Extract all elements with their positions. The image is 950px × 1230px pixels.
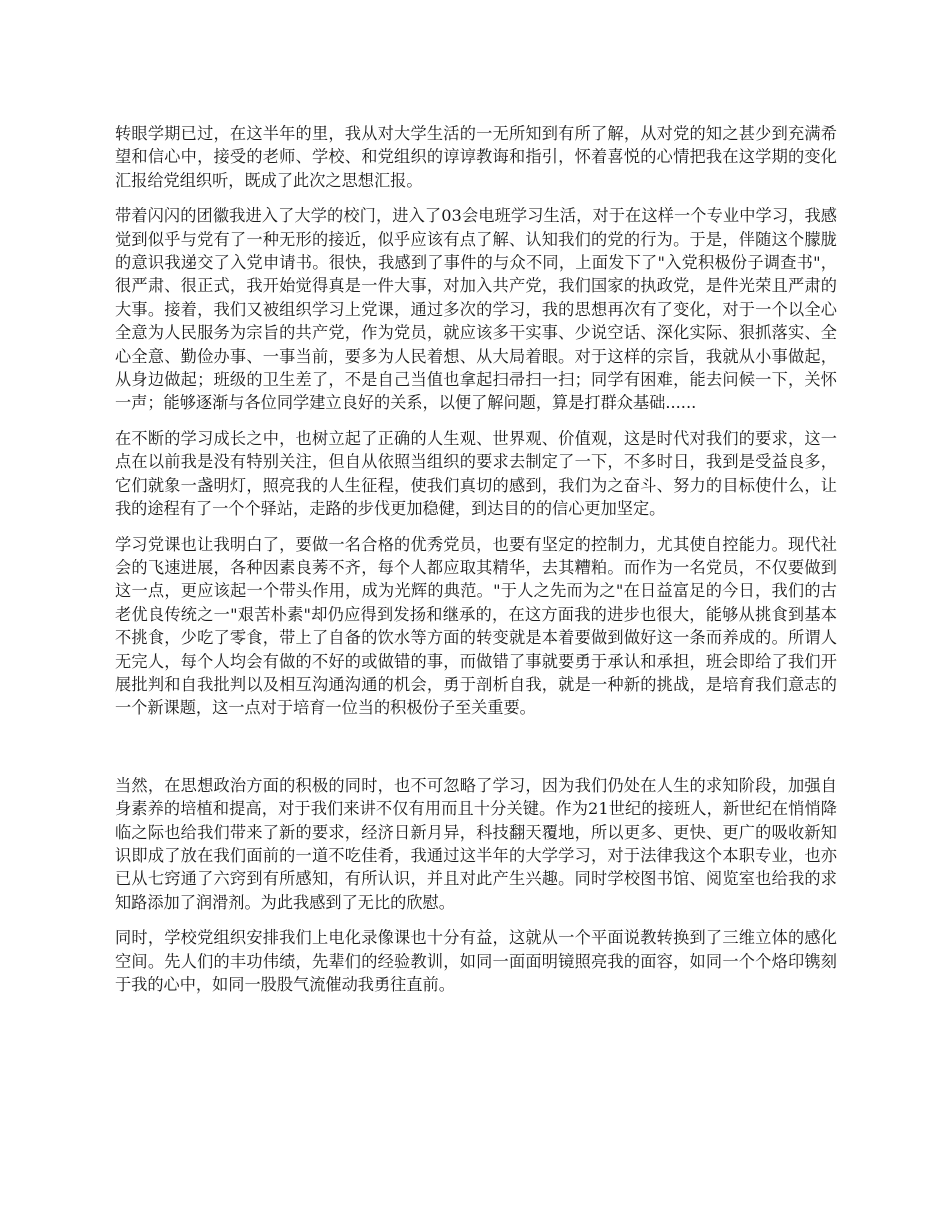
document-body [115,122,837,1008]
paragraph-intro: 转眼学期已过，在这半年的里，我从对大学生活的一无所知到有所了解，从对党的知之甚少到充满希望和信心中，接受的老师、学校、和党组织的谆谆教诲和指引，怀着喜悦的心情把我在这学期的变化汇报给党组织听，既成了此次之思想汇报。 [115,124,837,190]
paragraph-joining-party: 带着闪闪的团徽我进入了大学的校门，进入了03会电班学习生活，对于在这样一个专业中学习，我感觉到似乎与党有了一种无形的接近，似乎应该有点了解、认知我们的党的行为。于是，伴随这个朦胧的意识我递交了入党申请书。很快，我感到了事件的与众不同，上面发下了"入党积极份子调查书"，很严肃、很正式，我开始觉得真是一件大事，对加入共产党，我们国家的执政党，是件光荣且严肃的大事。接着，我们又被组织学习上党课，通过多次的学习，我的思想再次有了变化，对于一个以全心全意为人民服务为宗旨的共产党，作为党员，就应该多干实事、少说空话、深化实际、狠抓落实、全心全意、勤俭办事、一事当前，要多为人民着想、从大局着眼。对于这样的宗旨，我就从小事做起，从身边做起；班级的卫生差了，不是自己当值也拿起扫帚扫一扫；同学有困难，能去问候一下，关怀一声；能够逐渐与各位同学建立良好的关系，以便了解问题，算是打群众基础...... [115,206,837,413]
paragraph-video-class: 同时，学校党组织安排我们上电化录像课也十分有益，这就从一个平面说教转换到了三维立体的感化空间。先人们的丰功伟绩，先辈们的经验教训，如同一面面明镜照亮我的面容，如同一个个烙印镌刻于我的心中，如同一股股气流催动我勇往直前。 [115,928,837,994]
paragraph-self-control: 学习党课也让我明白了，要做一名合格的优秀党员，也要有坚定的控制力，尤其使自控能力。现代社会的飞速进展，各种因素良莠不齐，每个人都应取其精华，去其糟粕。而作为一名党员，不仅要做到这一点，更应该起一个带头作用，成为光辉的典范。"于人之先而为之"在日益富足的今日，我们的古老优良传统之一"艰苦朴素"却仍应得到发扬和继承的，在这方面我的进步也很大，能够从挑食到基本不挑食，少吃了零食，带上了自备的饮水等方面的转变就是本着要做到做好这一条而养成的。所谓人无完人，每个人均会有做的不好的或做错的事，而做错了事就要勇于承认和承担，班会即给了我们开展批判和自我批判以及相互沟通沟通的机会，勇于剖析自我，就是一种新的挑战，是培育我们意志的一个新课题，这一点对于培育一位当的积极份子至关重要。 [115,534,837,718]
paragraph-spacer [115,732,837,774]
paragraph-worldview: 在不断的学习成长之中，也树立起了正确的人生观、世界观、价值观，这是时代对我们的要求，这一点在以前我是没有特别关注，但自从依照当组织的要求去制定了一下，不多时日，我到是受益良多，它们就象一盏明灯，照亮我的人生征程，使我们真切的感到，我们为之奋斗、努力的目标使什么，让我的途程有了一个个驿站，走路的步伐更加稳健，到达目的的信心更加坚定。 [115,428,837,519]
paragraph-study: 当然，在思想政治方面的积极的同时，也不可忽略了学习，因为我们仍处在人生的求知阶段，加强自身素养的培植和提高，对于我们来讲不仅有用而且十分关键。作为21世纪的接班人，新世纪在悄悄降临之际也给我们带来了新的要求，经济日新月异，科技翻天覆地，所以更多、更快、更广的吸收新知识即成了放在我们面前的一道不吃佳肴，我通过这半年的大学学习，对于法律我这个本职专业，也亦已从七窍通了六窍到有所感知，有所认识，并且对此产生兴趣。同时学校图书馆、阅览室也给我的求知路添加了润滑剂。为此我感到了无比的欣慰。 [115,775,837,912]
